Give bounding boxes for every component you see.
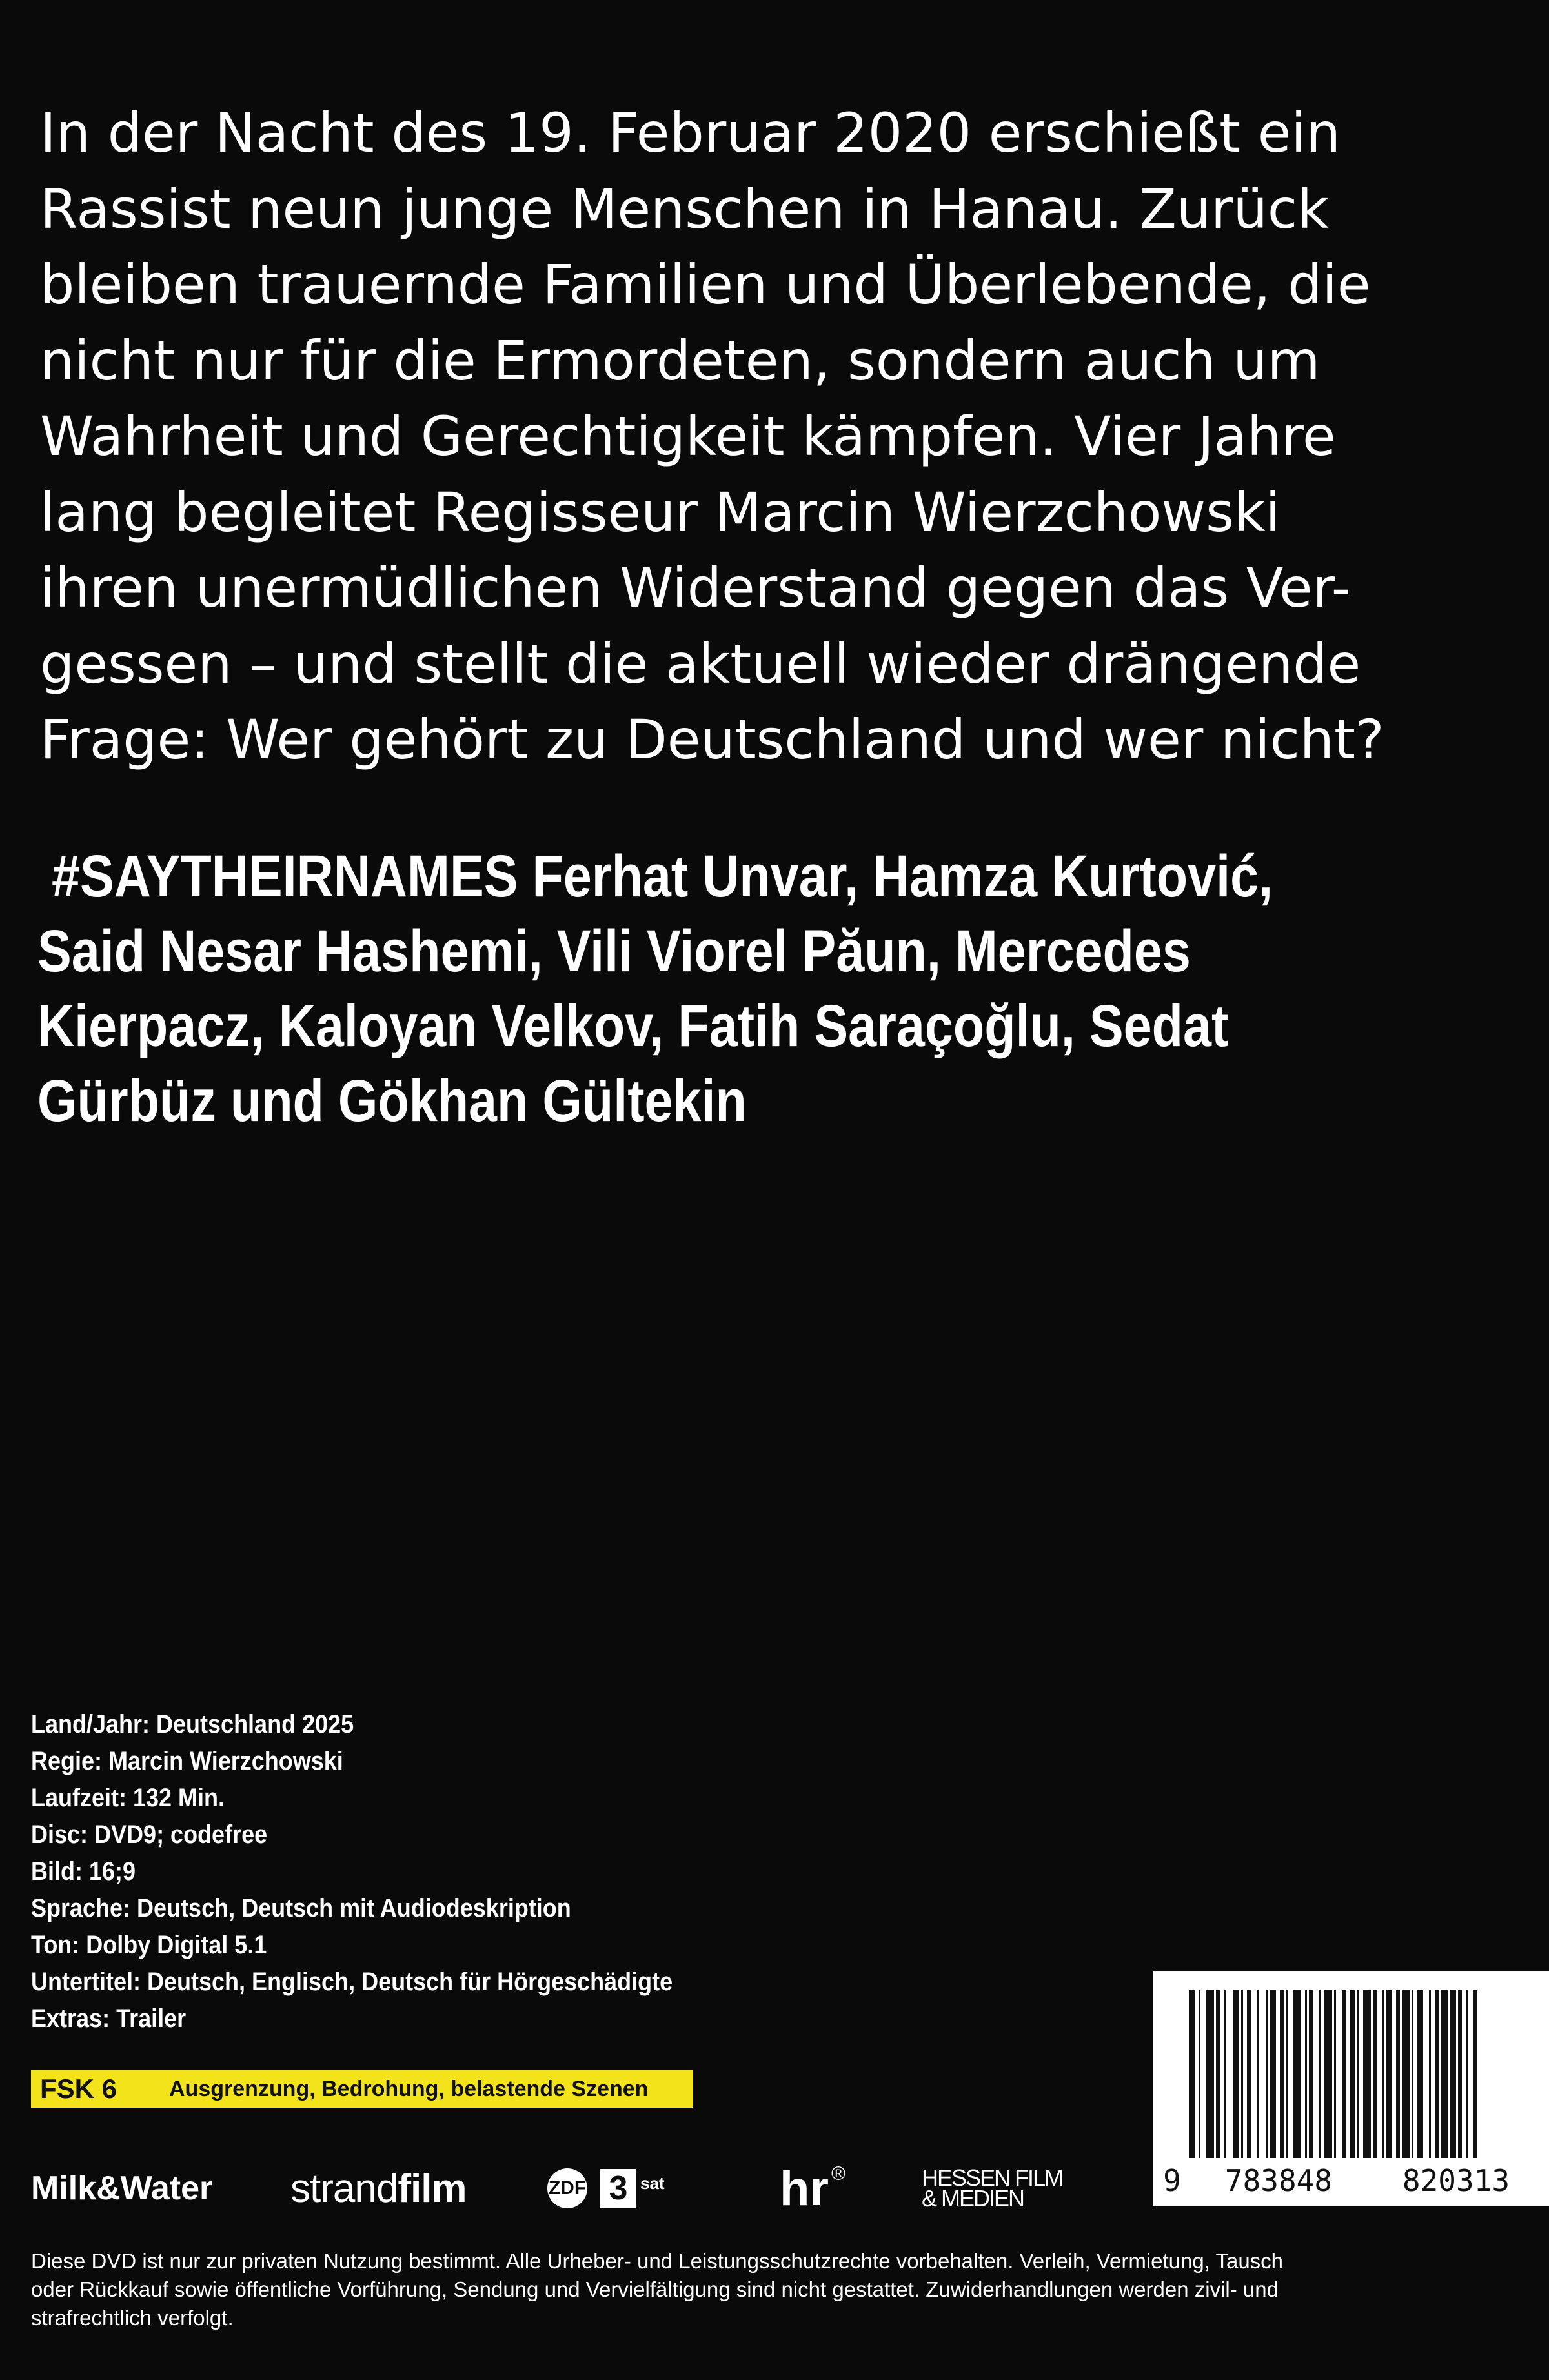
technical-specs	[31, 1706, 673, 2037]
victims-names	[37, 839, 1273, 1138]
names-line: Kierpacz, Kaloyan Velkov, Fatih Saraçoğlu, Sedat	[37, 993, 1229, 1059]
barcode-digit-prefix: 9	[1163, 2163, 1181, 2198]
barcode-bar	[1435, 1990, 1439, 2158]
three-sat-logo-icon: 3	[600, 2169, 636, 2208]
legal-line: oder Rückkauf sowie öffentliche Vorführung, Sendung und Vervielfältigung sind nicht gestattet. Zuwiderhandlungen werden zivil- und	[31, 2277, 1279, 2301]
hessen-logo-line1: HESSEN FILM	[922, 2164, 1063, 2191]
barcode-bar	[1382, 1990, 1384, 2158]
barcode-digits	[1153, 2163, 1549, 2198]
barcode-bar	[1241, 1990, 1243, 2158]
barcode-bar	[1373, 1990, 1377, 2158]
barcode-bar	[1357, 1990, 1359, 2158]
barcode-bar	[1199, 1990, 1200, 2158]
spec-regie: Regie: Marcin Wierzchowski	[31, 1747, 343, 1775]
legal-line: strafrechtlich verfolgt.	[31, 2306, 234, 2330]
barcode-bar	[1450, 1990, 1456, 2158]
barcode-bar	[1309, 1990, 1313, 2158]
zdf-3sat-logo	[547, 2168, 780, 2208]
synopsis-line: ihren unermüdlichen Widerstand gegen das Ver-	[40, 556, 1352, 620]
strandfilm-logo-light: strand	[290, 2166, 398, 2211]
synopsis-line: In der Nacht des 19. Februar 2020 erschießt ein	[40, 101, 1341, 165]
barcode-bar	[1417, 1990, 1423, 2158]
fsk-rating-badge	[31, 2070, 693, 2108]
barcode-bar	[1247, 1990, 1251, 2158]
legal-notice	[31, 2247, 1541, 2332]
barcode-digit-group-right: 820313	[1402, 2163, 1510, 2198]
barcode-bar	[1189, 1990, 1195, 2158]
barcode-bar	[1319, 1990, 1321, 2158]
barcode-bar	[1350, 1990, 1355, 2158]
strandfilm-logo	[290, 2166, 547, 2212]
synopsis-line: bleiben trauernde Familien und Überlebende, die	[40, 253, 1371, 316]
hessen-film-medien-logo	[922, 2164, 1063, 2212]
barcode-bar	[1233, 1990, 1239, 2158]
barcode-bar	[1206, 1990, 1214, 2158]
barcode-bar	[1466, 1990, 1468, 2158]
synopsis-line: nicht nur für die Ermordeten, sondern auch um	[40, 328, 1321, 392]
synopsis-line: Rassist neun junge Menschen in Hanau. Zurück	[40, 177, 1329, 241]
barcode-digit-group-left: 783848	[1224, 2163, 1333, 2198]
names-line: Gürbüz und Gökhan Gültekin	[37, 1068, 747, 1134]
barcode-bar	[1224, 1990, 1226, 2158]
barcode-bar	[1473, 1990, 1477, 2158]
barcode-bar	[1342, 1990, 1346, 2158]
barcode-bar	[1402, 1990, 1410, 2158]
barcode-bar	[1257, 1990, 1259, 2158]
three-sat-label: sat	[640, 2173, 665, 2193]
barcode-bar	[1286, 1990, 1288, 2158]
spec-disc: Disc: DVD9; codefree	[31, 1820, 268, 1849]
spec-sprache: Sprache: Deutsch, Deutsch mit Audiodeskription	[31, 1894, 571, 1922]
milk-water-logo: Milk&Water	[31, 2170, 213, 2207]
synopsis-paragraph	[40, 96, 1460, 778]
barcode-bar	[1216, 1990, 1220, 2158]
barcode-bar	[1305, 1990, 1307, 2158]
fsk-label: FSK 6	[40, 2073, 117, 2104]
synopsis-line: Frage: Wer gehört zu Deutschland und wer nicht?	[40, 708, 1384, 771]
barcode-bar	[1363, 1990, 1371, 2158]
spec-ton: Ton: Dolby Digital 5.1	[31, 1931, 267, 1959]
spec-untertitel: Untertitel: Deutsch, Englisch, Deutsch für Hörgeschädigte	[31, 1968, 673, 1996]
barcode-bar	[1324, 1990, 1332, 2158]
hessen-logo-line2: & MEDIEN	[922, 2185, 1024, 2212]
barcode-bar	[1293, 1990, 1301, 2158]
synopsis-line: gessen – und stellt die aktuell wieder drängende	[40, 632, 1361, 696]
barcode-bar	[1429, 1990, 1431, 2158]
barcode-bar	[1396, 1990, 1400, 2158]
barcode-bar	[1334, 1990, 1336, 2158]
names-line: Said Nesar Hashemi, Vili Viorel Păun, Mercedes	[37, 918, 1191, 984]
synopsis-line: Wahrheit und Gerechtigkeit kämpfen. Vier Jahre	[40, 405, 1336, 468]
synopsis-line: lang begleitet Regisseur Marcin Wierzchowski	[40, 480, 1281, 544]
hr-logo	[780, 2161, 922, 2217]
barcode-bar	[1458, 1990, 1462, 2158]
names-line: #SAYTHEIRNAMES Ferhat Unvar, Hamza Kurtović,	[37, 843, 1273, 909]
spec-extras: Extras: Trailer	[31, 2004, 187, 2033]
barcode-bar	[1441, 1990, 1448, 2158]
barcode-bar	[1266, 1990, 1268, 2158]
barcode-bar	[1412, 1990, 1413, 2158]
hr-logo-text: hr	[780, 2161, 829, 2216]
spec-bild: Bild: 16;9	[31, 1857, 136, 1886]
registered-mark-icon: ®	[831, 2163, 846, 2185]
strandfilm-logo-bold: film	[398, 2166, 467, 2211]
spec-laufzeit: Laufzeit: 132 Min.	[31, 1784, 225, 1812]
barcode-bars-icon	[1153, 1971, 1549, 2164]
legal-line: Diese DVD ist nur zur privaten Nutzung bestimmt. Alle Urheber- und Leistungsschutzrechte vorbehalten. Verleih, Vermietung, Tausch	[31, 2249, 1284, 2273]
fsk-description: Ausgrenzung, Bedrohung, belastende Szenen	[169, 2076, 649, 2101]
spec-land-jahr: Land/Jahr: Deutschland 2025	[31, 1710, 354, 1739]
zdf-logo-icon: ZDF	[547, 2168, 587, 2208]
barcode-bar	[1280, 1990, 1284, 2158]
partner-logos	[31, 2159, 1062, 2217]
barcode-bar	[1386, 1990, 1392, 2158]
barcode-bar	[1270, 1990, 1276, 2158]
